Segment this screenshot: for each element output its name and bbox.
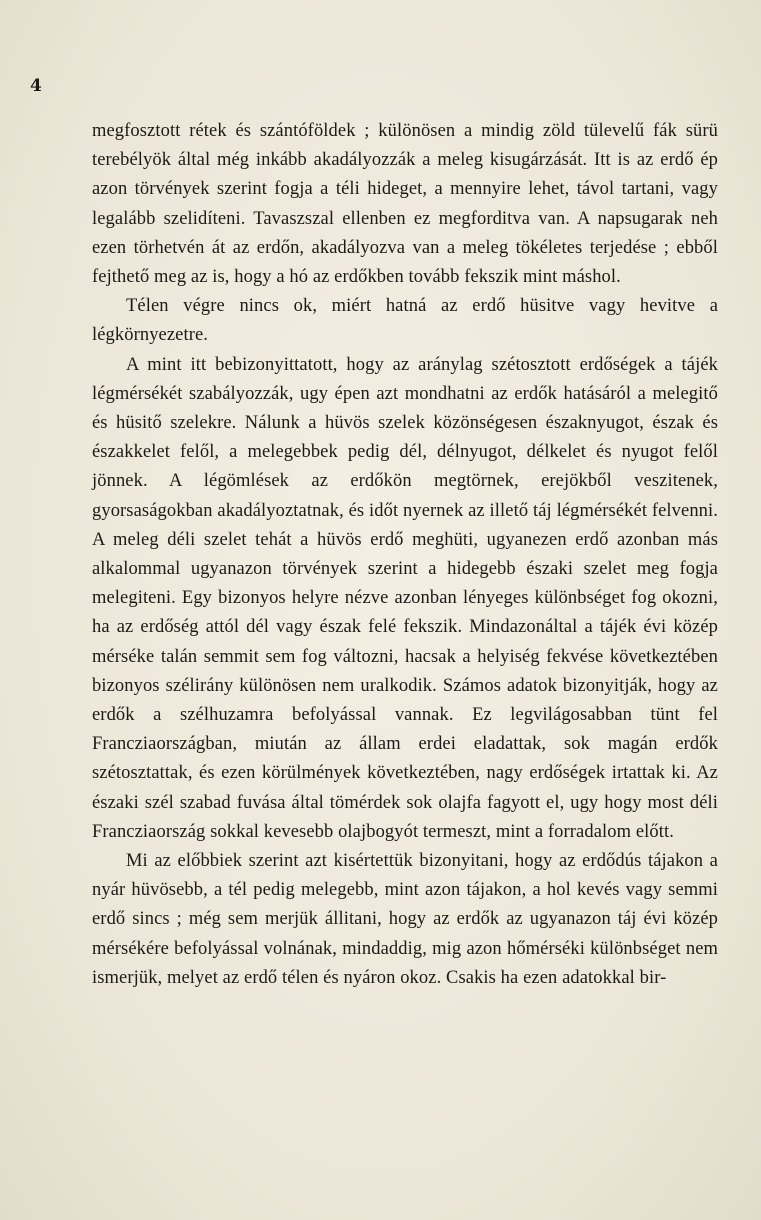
paragraph-2: Télen végre nincs ok, miért hatná az erdő hüsitve vagy hevitve a légkörnyezetre. [92, 296, 718, 346]
paragraph-3: A mint itt bebizonyittatott, hogy az aránylag szétosztott erdőségek a tájék légmérsékét szabályozzák, ugy épen azt mondhatni az erdők hatásáról a melegitő és hüsitő szelekre. Nálunk a hüvös szelek közönségesen északnyugot, észak és északkelet felől, a melegebbek pedig dél, délnyugot, délkelet és nyugot felől jönnek. A légömlések az erdőkön megtörnek, erejökből veszitenek, gyorsaságokban akadályoztatnak, és időt nyernek az illető táj légmérsékét felvenni. A meleg déli szelet tehát a hüvös erdő meghüti, ugyanezen erdő azonban más alkalommal ugyanazon törvények szerint a hidegebb északi szelet meg fogja melegiteni. Egy bizonyos helyre nézve azonban lényeges különbséget fog okozni, ha az erdőség attól dél vagy észak felé fekszik. Mindazonáltal a tájék évi közép mérséke talán semmit sem fog változni, hacsak a helyiség fekvése következtében bizonyos szélirány különösen nem uralkodik. Számos adatok bizonyitják, hogy az erdők a szélhuzamra befolyással vannak. Ez legvilágosabban tünt fel Francziaországban, miután az állam erdei eladattak, sok magán erdők szétosztattak, és ezen körülmények következtében, nagy erdőségek irtattak ki. Az északi szél szabad fuvása által tömérdek sok olajfa fagyott el, ugy hogy most déli Francziaország sokkal kevesebb olajbogyót termeszt, mint a forradalom előtt. [92, 354, 718, 842]
paragraph-1: megfosztott rétek és szántóföldek ; különösen a mindig zöld tülevelű fák sürü terebélyök által még inkább akadályozzák a meleg kisugárzását. Itt is az erdő ép azon törvények szerint fogja a téli hideget, a mennyire lehet, távol tartani, vagy legalább szelidíteni. Tavaszszal ellenben ez megforditva van. A napsugarak neh ezen törhetvén át az erdőn, akadályozva van a meleg tökéletes terjedése ; ebből fejthető meg az is, hogy a hó az erdőkben tovább fekszik mint máshol. [92, 121, 718, 288]
page-number: 4 [30, 76, 42, 96]
paragraph-4: Mi az előbbiek szerint azt kisértettük bizonyitani, hogy az erdődús tájakon a nyár hüvösebb, a tél pedig melegebb, mint azon tájakon, a hol kevés vagy semmi erdő sincs ; még sem merjük állitani, hogy az erdők az ugyanazon táj évi közép mérsékére befolyással volnának, mindaddig, mig azon hőmérséki különbséget nem ismerjük, melyet az erdő télen és nyáron okoz. Csakis ha ezen adatokkal bir- [92, 851, 718, 988]
page-body [92, 117, 718, 993]
